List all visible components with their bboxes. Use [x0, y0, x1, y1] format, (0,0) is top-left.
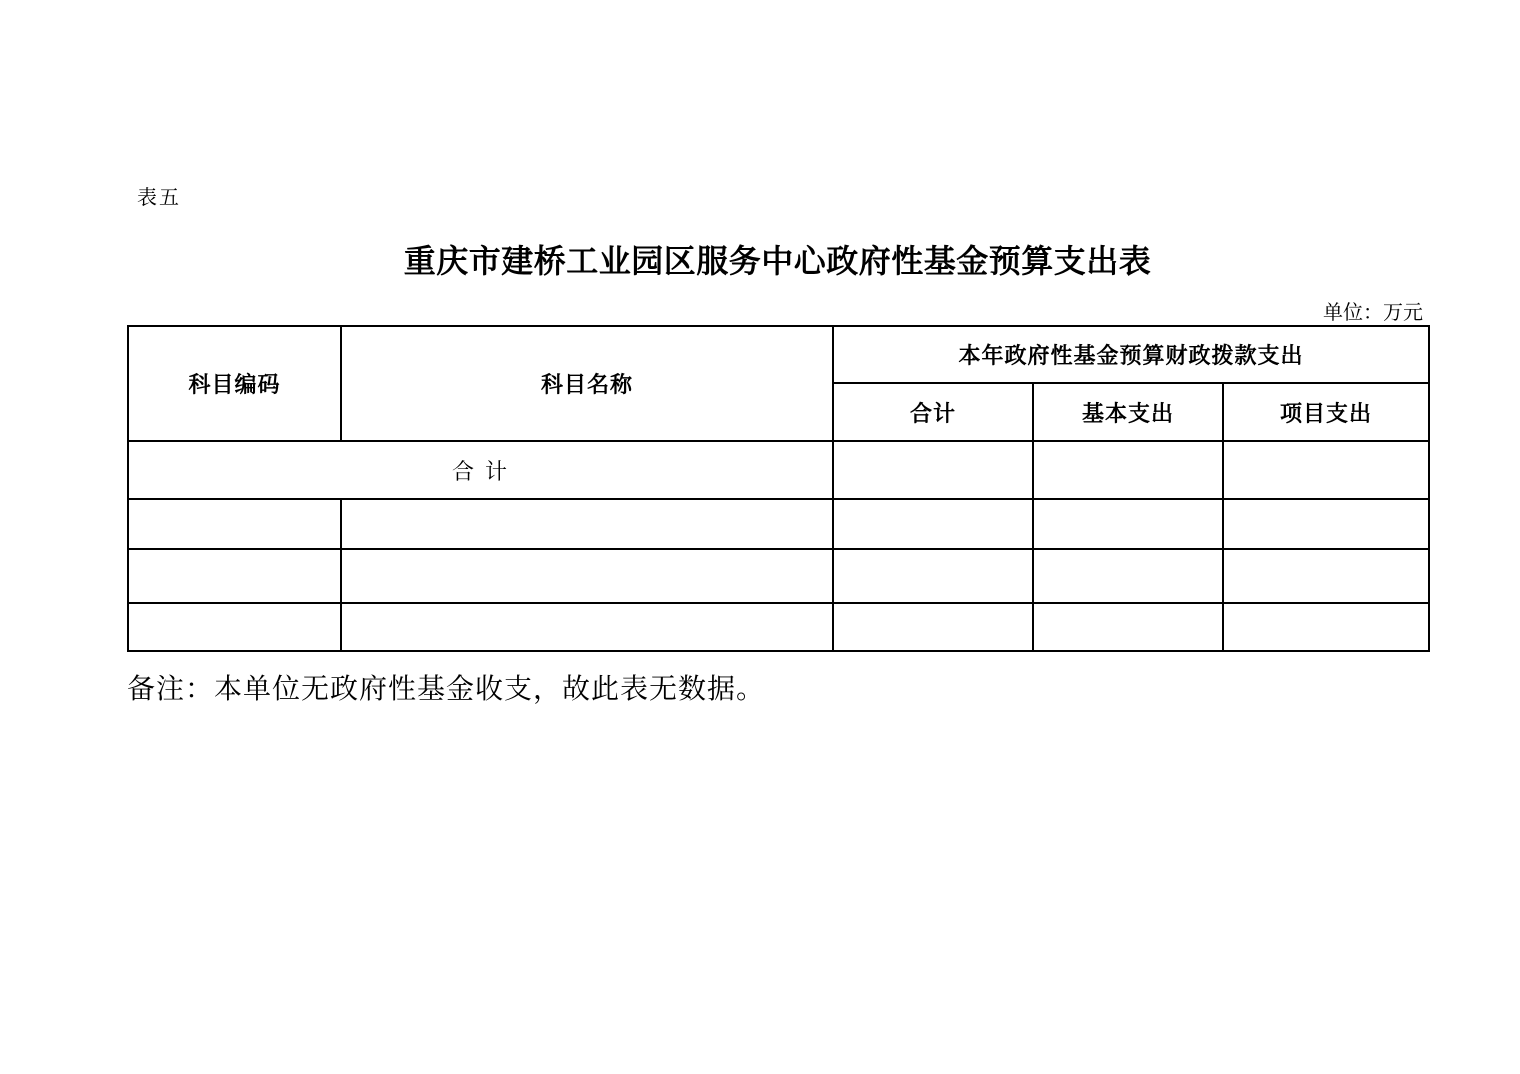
empty-cell — [128, 549, 341, 603]
empty-cell — [1033, 549, 1223, 603]
unit-note: 单位：万元 — [1323, 300, 1423, 324]
table-row — [128, 499, 1429, 549]
empty-cell — [128, 499, 341, 549]
empty-cell — [1223, 499, 1429, 549]
header-cell-basic-expenditure: 基本支出 — [1033, 383, 1223, 441]
empty-cell — [1223, 549, 1429, 603]
empty-cell — [833, 441, 1033, 499]
header-cell-subject-code: 科目编码 — [128, 326, 341, 441]
total-row-label: 合 计 — [128, 441, 833, 499]
footnote: 备注：本单位无政府性基金收支，故此表无数据。 — [127, 672, 766, 705]
header-cell-fund-group: 本年政府性基金预算财政拨款支出 — [833, 326, 1429, 383]
empty-cell — [833, 549, 1033, 603]
table-row — [128, 603, 1429, 651]
page-title: 重庆市建桥工业园区服务中心政府性基金预算支出表 — [403, 242, 1152, 280]
header-cell-project-expenditure: 项目支出 — [1223, 383, 1429, 441]
empty-cell — [1033, 441, 1223, 499]
table-row — [128, 549, 1429, 603]
total-row — [128, 441, 1429, 499]
empty-cell — [341, 549, 833, 603]
empty-cell — [341, 499, 833, 549]
empty-cell — [341, 603, 833, 651]
budget-table — [127, 325, 1430, 652]
empty-cell — [1223, 441, 1429, 499]
header-cell-subject-name: 科目名称 — [341, 326, 833, 441]
table-number-label: 表五 — [137, 185, 181, 209]
empty-cell — [128, 603, 341, 651]
empty-cell — [833, 499, 1033, 549]
empty-cell — [1033, 499, 1223, 549]
header-cell-total: 合计 — [833, 383, 1033, 441]
empty-cell — [1033, 603, 1223, 651]
empty-cell — [1223, 603, 1429, 651]
header-row-1 — [128, 326, 1429, 383]
empty-cell — [833, 603, 1033, 651]
